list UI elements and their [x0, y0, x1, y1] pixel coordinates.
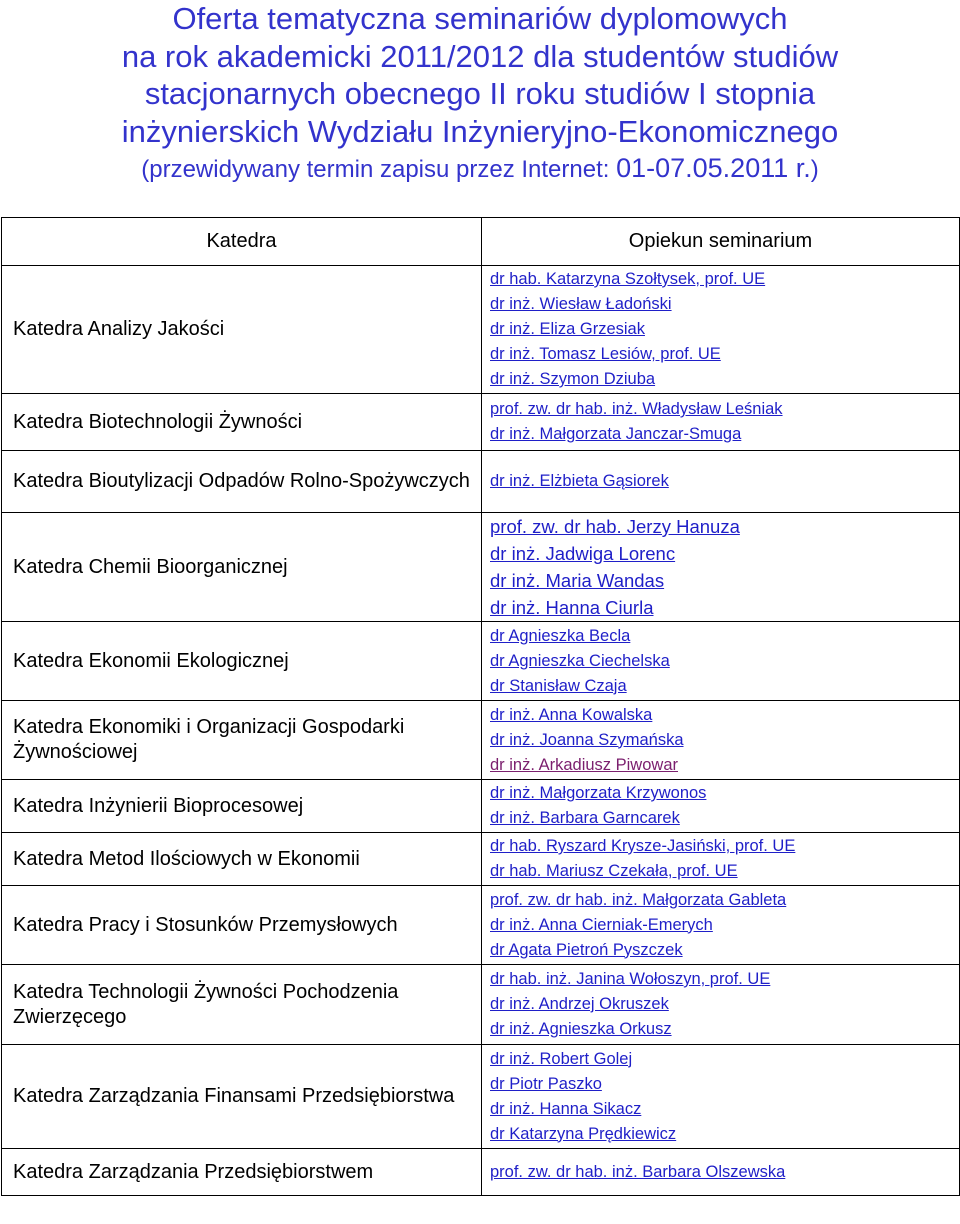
- table-row: [2, 1149, 960, 1196]
- table-row: [2, 780, 960, 833]
- supervisor-link[interactable]: dr inż. Eliza Grzesiak: [490, 320, 645, 338]
- supervisor-link[interactable]: prof. zw. dr hab. inż. Barbara Olszewska: [490, 1162, 786, 1181]
- supervisor-link[interactable]: dr Stanisław Czaja: [490, 676, 627, 695]
- supervisor-link[interactable]: dr inż. Szymon Dziuba: [490, 370, 656, 388]
- supervisor-link[interactable]: dr inż. Robert Golej: [490, 1049, 633, 1068]
- department-name: Katedra Bioutylizacji Odpadów Rolno-Spożywczych: [2, 451, 482, 513]
- supervisor-list: [482, 833, 960, 886]
- supervisor-link[interactable]: dr inż. Wiesław Ładoński: [490, 295, 672, 313]
- seminar-table: [1, 217, 960, 1196]
- table-row: [2, 886, 960, 965]
- supervisor-link[interactable]: prof. zw. dr hab. inż. Małgorzata Gableta: [490, 890, 787, 909]
- supervisor-link[interactable]: dr inż. Andrzej Okruszek: [490, 995, 669, 1013]
- enrollment-date: 01-07.05.2011 r.: [616, 153, 811, 183]
- title-line-3: stacjonarnych obecnego II roku studiów I stopnia: [144, 76, 816, 111]
- supervisor-list: [482, 394, 960, 451]
- page-title: [0, 0, 960, 150]
- supervisor-link[interactable]: dr Agnieszka Becla: [490, 626, 631, 645]
- supervisor-list: [482, 266, 960, 394]
- supervisor-link[interactable]: dr inż. Joanna Szymańska: [490, 730, 684, 749]
- department-name: Katedra Analizy Jakości: [2, 266, 482, 394]
- table-row: [2, 833, 960, 886]
- supervisor-link[interactable]: dr hab. Katarzyna Szołtysek, prof. UE: [490, 270, 766, 288]
- supervisor-list: [482, 513, 960, 622]
- supervisor-list: [482, 886, 960, 965]
- supervisor-link[interactable]: dr hab. Ryszard Krysze-Jasiński, prof. UE: [490, 837, 796, 855]
- supervisor-list: [482, 965, 960, 1045]
- supervisor-link[interactable]: dr inż. Agnieszka Orkusz: [490, 1020, 672, 1038]
- department-name: Katedra Ekonomii Ekologicznej: [2, 622, 482, 701]
- supervisor-link[interactable]: dr Agata Pietroń Pyszczek: [490, 940, 683, 959]
- table-row: [2, 701, 960, 780]
- enrollment-note-suffix: ): [810, 156, 819, 183]
- department-name: Katedra Ekonomiki i Organizacji Gospodarki Żywnościowej: [2, 701, 482, 780]
- enrollment-note-prefix: (przewidywany termin zapisu przez Internet:: [141, 156, 617, 183]
- supervisor-link[interactable]: dr inż. Jadwiga Lorenc: [490, 543, 676, 564]
- supervisor-link[interactable]: dr inż. Anna Cierniak-Emerych: [490, 915, 713, 934]
- department-name: Katedra Inżynierii Bioprocesowej: [2, 780, 482, 833]
- title-line-2: na rok akademicki 2011/2012 dla studentów studiów: [121, 38, 839, 74]
- supervisor-link[interactable]: dr inż. Hanna Sikacz: [490, 1099, 642, 1118]
- supervisor-list: [482, 780, 960, 833]
- department-name: Katedra Pracy i Stosunków Przemysłowych: [2, 886, 482, 965]
- supervisor-link[interactable]: dr Katarzyna Prędkiewicz: [490, 1124, 677, 1143]
- table-row: [2, 513, 960, 622]
- supervisor-link[interactable]: dr inż. Elżbieta Gąsiorek: [490, 472, 669, 490]
- department-name: Katedra Metod Ilościowych w Ekonomii: [2, 833, 482, 886]
- supervisor-list: [482, 622, 960, 701]
- table-row: [2, 266, 960, 394]
- supervisor-link[interactable]: dr inż. Małgorzata Janczar-Smuga: [490, 425, 742, 443]
- supervisor-link[interactable]: dr Piotr Paszko: [490, 1074, 602, 1093]
- supervisor-link[interactable]: dr inż. Tomasz Lesiów, prof. UE: [490, 345, 721, 363]
- supervisor-link[interactable]: dr inż. Barbara Garncarek: [490, 809, 680, 827]
- enrollment-note: [0, 153, 960, 185]
- supervisor-link[interactable]: dr inż. Małgorzata Krzywonos: [490, 784, 707, 802]
- header-department: Katedra: [2, 218, 482, 266]
- table-row: [2, 394, 960, 451]
- supervisor-list: [482, 1149, 960, 1196]
- supervisor-link[interactable]: prof. zw. dr hab. inż. Władysław Leśniak: [490, 400, 783, 418]
- title-line-4: inżynierskich Wydziału Inżynieryjno-Ekonomicznego: [121, 113, 839, 149]
- supervisor-link[interactable]: dr inż. Maria Wandas: [490, 570, 665, 591]
- supervisor-list: [482, 451, 960, 513]
- table-row: [2, 451, 960, 513]
- supervisor-list: [482, 701, 960, 780]
- supervisor-link[interactable]: dr hab. Mariusz Czekała, prof. UE: [490, 862, 738, 880]
- department-name: Katedra Chemii Bioorganicznej: [2, 513, 482, 622]
- supervisor-link[interactable]: dr inż. Arkadiusz Piwowar: [490, 755, 678, 774]
- supervisor-link[interactable]: prof. zw. dr hab. Jerzy Hanuza: [490, 516, 740, 537]
- supervisor-list: [482, 1045, 960, 1149]
- table-row: [2, 622, 960, 701]
- supervisor-link[interactable]: dr inż. Hanna Ciurla: [490, 597, 654, 618]
- header-supervisor: Opiekun seminarium: [482, 218, 960, 266]
- department-name: Katedra Zarządzania Finansami Przedsiębiorstwa: [2, 1045, 482, 1149]
- table-row: [2, 965, 960, 1045]
- table-header-row: [2, 218, 960, 266]
- supervisor-link[interactable]: dr inż. Anna Kowalska: [490, 705, 653, 724]
- supervisor-link[interactable]: dr Agnieszka Ciechelska: [490, 651, 670, 670]
- table-row: [2, 1045, 960, 1149]
- title-line-1: Oferta tematyczna seminariów dyplomowych: [172, 1, 788, 36]
- supervisor-link[interactable]: dr hab. inż. Janina Wołoszyn, prof. UE: [490, 970, 771, 988]
- department-name: Katedra Zarządzania Przedsiębiorstwem: [2, 1149, 482, 1196]
- department-name: Katedra Biotechnologii Żywności: [2, 394, 482, 451]
- department-name: Katedra Technologii Żywności Pochodzenia Zwierzęcego: [2, 965, 482, 1045]
